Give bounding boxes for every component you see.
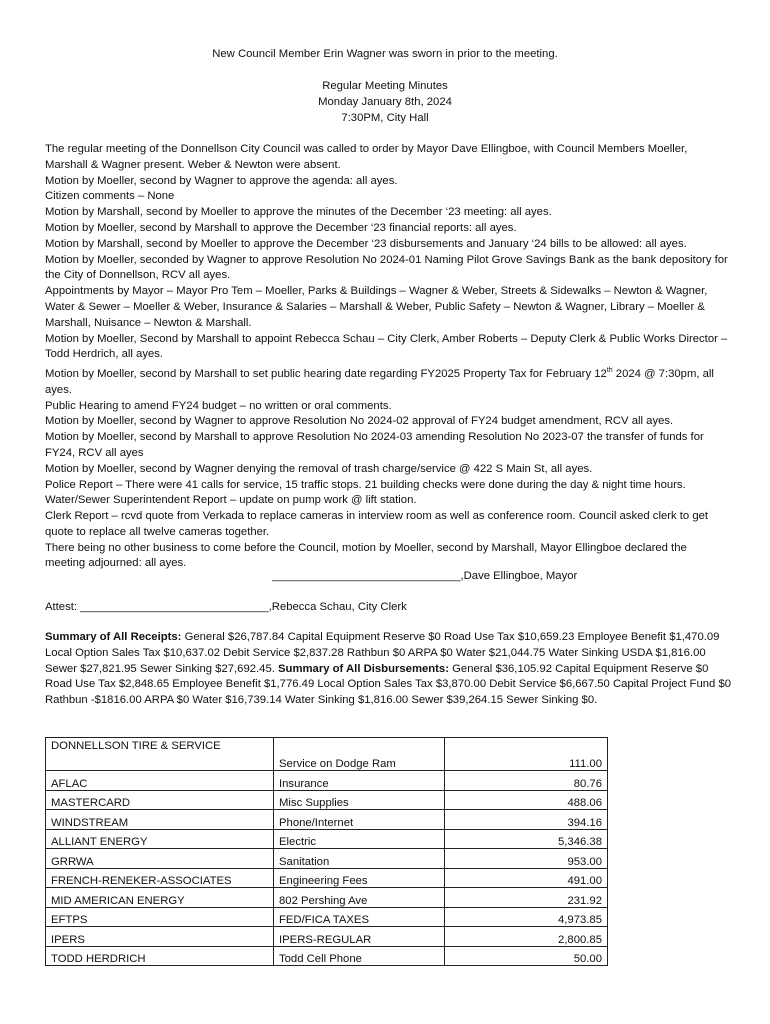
table-row: [46, 888, 608, 908]
amount-cell: 5,346.38: [445, 829, 608, 849]
minutes-paragraph: Motion by Moeller, second by Marshall to approve Resolution No 2024-03 amending Resolution No 2023-07 the transfer of funds for FY24, RCV all ayes: [45, 431, 704, 459]
amount-cell: 488.06: [445, 790, 608, 810]
sworn-note: New Council Member Erin Wagner was sworn in prior to the meeting.: [212, 48, 558, 60]
meeting-date: Monday January 8th, 2024: [318, 96, 452, 108]
minutes-paragraph: Motion by Moeller, second by Wagner to approve Resolution No 2024-02 approval of FY24 budget amendment, RCV all ayes.: [45, 415, 674, 428]
description-cell: Todd Cell Phone: [274, 946, 445, 966]
vendor-cell: EFTPS: [46, 907, 274, 927]
mayor-signature-line: ______________________________,Dave Ellingboe, Mayor: [272, 570, 578, 582]
description-cell: Service on Dodge Ram: [274, 738, 445, 771]
amount-cell: 953.00: [445, 849, 608, 869]
amount-cell: 394.16: [445, 810, 608, 830]
description-cell: Phone/Internet: [274, 810, 445, 830]
table-row: [46, 868, 608, 888]
minutes-paragraph: Motion by Marshall, second by Moeller to approve the minutes of the December ‘23 meeting: all ayes.: [45, 206, 552, 219]
receipts-text: General $26,787.84 Capital Equipment Reserve $0 Road Use Tax $10,659.23 Employee Benefit $1,470.09 Local Option Sales Tax $10,637.02 Debit Service $2,837.28 Rathbun $0 ARPA $0 Water $21,044.75 Water Sinking USDA $1,816.00 Sewer $27,821.95 Sewer Sinking $27,692.45.: [45, 631, 720, 675]
minutes-paragraph: Water/Sewer Superintendent Report – update on pump work @ lift station.: [45, 494, 417, 507]
minutes-paragraph: Motion by Moeller, second by Wagner denying the removal of trash charge/service @ 422 S Main St, all ayes.: [45, 462, 593, 475]
hearing-motion-text: Motion by Moeller, second by Marshall to set public hearing date regarding FY2025 Property Tax for February 12: [45, 367, 607, 380]
vendor-cell: DONNELLSON TIRE & SERVICE: [46, 738, 274, 771]
page-title: Regular Meeting Minutes: [322, 80, 448, 92]
minutes-paragraph: Public Hearing to amend FY24 budget – no written or oral comments.: [45, 399, 392, 412]
description-cell: IPERS-REGULAR: [274, 927, 445, 947]
vendor-cell: GRRWA: [46, 849, 274, 869]
table-row: [46, 927, 608, 947]
minutes-paragraph: Motion by Moeller, Second by Marshall to appoint Rebecca Schau – City Clerk, Amber Roberts – Deputy Clerk & Public Works Director – Todd Herdrich, all ayes.: [45, 332, 728, 361]
amount-cell: 50.00: [445, 946, 608, 966]
disbursements-text: General $36,105.92 Capital Equipment Reserve $0 Road Use Tax $2,848.65 Employee Benefit $1,776.49 Local Option Sales Tax $3,870.00 Debit Service $6,667.50 Capital Project Fund $0 Rathbun -$1816.00 ARPA $0 Water $16,739.14 Water Sinking $1,816.00 Sewer $39,264.15 Sewer Sinking $0.: [45, 662, 732, 707]
disbursements-label: Summary of All Disbursements:: [278, 662, 449, 675]
description-cell: 802 Pershing Ave: [274, 888, 445, 908]
minutes-paragraph: Motion by Moeller, second by Marshall to approve the December ‘23 financial reports: all ayes.: [45, 221, 517, 234]
table-row: [46, 738, 608, 771]
financial-summary: [45, 630, 735, 709]
vendor-cell: MASTERCARD: [46, 790, 274, 810]
amount-cell: 491.00: [445, 868, 608, 888]
description-cell: Engineering Fees: [274, 868, 445, 888]
table-row: [46, 946, 608, 966]
minutes-paragraph: Motion by Marshall, second by Moeller to approve the December ‘23 disbursements and January ‘24 bills to be allowed: all ayes.: [45, 237, 687, 250]
vendor-cell: IPERS: [46, 927, 274, 947]
hearing-motion-text-end: 2024 @ 7:30pm, all ayes.: [45, 367, 714, 396]
hearing-motion: [45, 363, 730, 398]
description-cell: Insurance: [274, 771, 445, 791]
table-row: [46, 771, 608, 791]
amount-cell: 4,973.85: [445, 907, 608, 927]
table-row: [46, 849, 608, 869]
minutes-paragraph: Clerk Report – rcvd quote from Verkada to replace cameras in interview room as well as conference room. Council asked clerk to get quote to replace all twelve cameras together.: [45, 510, 709, 538]
vendor-cell: WINDSTREAM: [46, 810, 274, 830]
table-row: [46, 810, 608, 830]
table-row: [46, 907, 608, 927]
minutes-paragraph: Motion by Moeller, seconded by Wagner to approve Resolution No 2024-01 Naming Pilot Grove Savings Bank as the bank depository for the City of Donnellson, RCV all ayes.: [45, 253, 728, 282]
vendor-cell: TODD HERDRICH: [46, 946, 274, 966]
description-cell: Electric: [274, 829, 445, 849]
minutes-paragraph: The regular meeting of the Donnellson City Council was called to order by Mayor Dave Ellingboe, with Council Members Moeller, Marshall & Wagner present. Weber & Newton were absent.: [45, 143, 688, 171]
vendor-cell: ALLIANT ENERGY: [46, 829, 274, 849]
bills-table: [45, 737, 608, 966]
table-row: [46, 790, 608, 810]
attest-signature-line: Attest: ______________________________,Rebecca Schau, City Clerk: [45, 601, 407, 613]
vendor-cell: AFLAC: [46, 771, 274, 791]
summary-paragraph: [45, 630, 735, 709]
description-cell: FED/FICA TAXES: [274, 907, 445, 927]
amount-cell: 231.92: [445, 888, 608, 908]
minutes-paragraph: Police Report – There were 41 calls for service, 15 traffic stops. 21 building checks were done during the day & night time hours.: [45, 478, 686, 491]
meeting-time-place: 7:30PM, City Hall: [341, 112, 429, 124]
ordinal-suffix: th: [606, 367, 613, 375]
minutes-paragraph: There being no other business to come before the Council, motion by Moeller, second by Marshall, Mayor Ellingboe declared the meeting adjourned: all ayes.: [45, 541, 687, 570]
amount-cell: 80.76: [445, 771, 608, 791]
description-cell: Sanitation: [274, 849, 445, 869]
vendor-cell: MID AMERICAN ENERGY: [46, 888, 274, 908]
amount-cell: 2,800.85: [445, 927, 608, 947]
amount-cell: 111.00: [445, 738, 608, 771]
minutes-paragraph: Appointments by Mayor – Mayor Pro Tem – Moeller, Parks & Buildings – Wagner & Weber, Streets & Sidewalks – Newton & Wagner, Water & Sewer – Moeller & Weber, Insurance & Salaries – Marshall & Weber, Public Safety – Newton & Wagner, Library – Moeller & Marshall, Nuisance – Newton & Marshall.: [45, 285, 708, 329]
vendor-cell: FRENCH-RENEKER-ASSOCIATES: [46, 868, 274, 888]
receipts-label: Summary of All Receipts:: [45, 631, 182, 643]
minutes-paragraph: Motion by Moeller, second by Wagner to approve the agenda: all ayes.: [45, 174, 398, 187]
minutes-body: [45, 142, 730, 572]
table-row: [46, 829, 608, 849]
minutes-paragraph: Citizen comments – None: [45, 190, 175, 203]
description-cell: Misc Supplies: [274, 790, 445, 810]
